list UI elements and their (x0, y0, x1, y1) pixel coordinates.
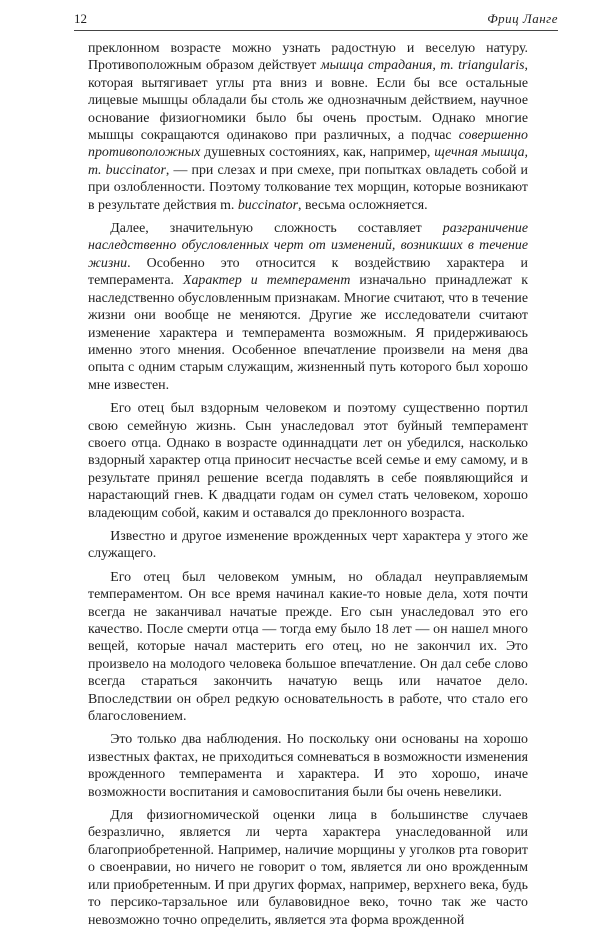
text-run: Известно и другое изменение врожденных черт характера у этого же служащего. (88, 528, 528, 562)
text-run: Для физиогномической оценки лица в большинстве случаев безразлично, является ли черта характера унаследованной или благоприобретенной. Например, наличие морщины у уголков рта говорит о своенравии, но ничего не говорит о том, является ли оно врожденным или приобретенным. И при других формах, например, верхнего века, будь то персико-тарзальное или булавовидное веко, точно так же часто невозможно точно определить, является эта форма врожденной (88, 808, 528, 928)
paragraph-p5 (88, 569, 528, 726)
paragraph-p1 (88, 40, 528, 214)
paragraph-p6 (88, 731, 528, 801)
running-title: Фриц Ланге (487, 11, 558, 26)
italic-run: щечная мышца, m. buccinator (88, 145, 528, 178)
text-run: , весьма осложняется. (298, 197, 428, 213)
text-run: изначально принадлежат к наследственно обусловленным признакам. Многие считают, что в течение жизни они вообще не меняются. Другие же исследователи считают изменение характера и темперамента возможным. Я придерживаюсь именно этого мнения. Особенное впечатление произвели на меня два опыта с одним старым служащим, жизненный путь которого был хорошо мне известен. (88, 273, 528, 393)
text-run: . Особенно это относится к воздействию характера и темперамента. (88, 255, 528, 289)
header-rule (74, 30, 558, 31)
text-run: душевных состояниях, как, например, (200, 145, 435, 161)
text-run: преклонном возрасте можно узнать радостную и веселую натуру. Противоположным образом действует (88, 41, 528, 74)
italic-run: buccinator (237, 197, 299, 213)
paragraph-p2 (88, 220, 528, 394)
paragraph-p3 (88, 400, 528, 522)
italic-run: Характер и темперамент (183, 273, 351, 289)
text-run: Далее, значительную сложность составляет (110, 221, 443, 237)
text-run: Его отец был вздорным человеком и поэтому существенно портил свою семейную жизнь. Сын унаследовал этот буйный темперамент своего отца. Однако в возрасте одиннадцати лет он убедился, насколько вздорный характер отца приносит несчастье всей семье и ему самому, и в результате принял решение всегда подавлять в себе появляющийся и нарастающий гнев. К двадцати годам он сумел стать человеком, хорошо владеющим собой, каким и оставался до преклонного возраста. (88, 401, 528, 521)
paragraph-p4 (88, 528, 528, 563)
text-run: Это только два наблюдения. Но поскольку они основаны на хорошо известных фактах, не приходиться сомневаться в возможности изменения врожденного темперамента и характера. И это хорошо, иначе возможности воспитания и самовоспитания были бы очень невелики. (88, 732, 528, 800)
page-header (60, 8, 558, 30)
text-run: Его отец был человеком умным, но обладал неуправляемым темпераментом. Он все время начинал какие-то новые дела, хотя почти всегда не заканчивал начатые прежде. Его сын унаследовал это его качество. После смерти отца — тогда ему было 18 лет — он нашел много вещей, которые начал мастерить его отец, но не закончил их. Это произвело на молодого человека большое впечатление. Он дал себе слово всегда стараться закончить начатую вещь или начатое дело. Впоследствии он обрел редкую основательность в работе, что стало его благословением. (88, 569, 528, 725)
text-run: , — при слезах и при смехе, при попытках овладеть собой и при озлобленности. Поэтому толкование тех морщин, которые возникают в результате действия m. (88, 162, 528, 213)
italic-run: разграничение наследственно обусловленных черт от изменений, возникших в течение жизни (88, 221, 528, 271)
paragraph-p7 (88, 807, 528, 929)
body-text (88, 40, 528, 935)
italic-run: совершенно противоположных (88, 128, 528, 161)
italic-run: мышца страдания, m. triangularis (320, 58, 525, 74)
page-number: 12 (74, 11, 87, 26)
text-run: , которая вытягивает углы рта вниз и вовне. Если бы все остальные лицевые мышцы обладали бы столь же однозначным действием, научное основание физиогномики было бы очень простым. Однако многие мышцы сокращаются одинаково при различных, а подчас (88, 58, 528, 144)
